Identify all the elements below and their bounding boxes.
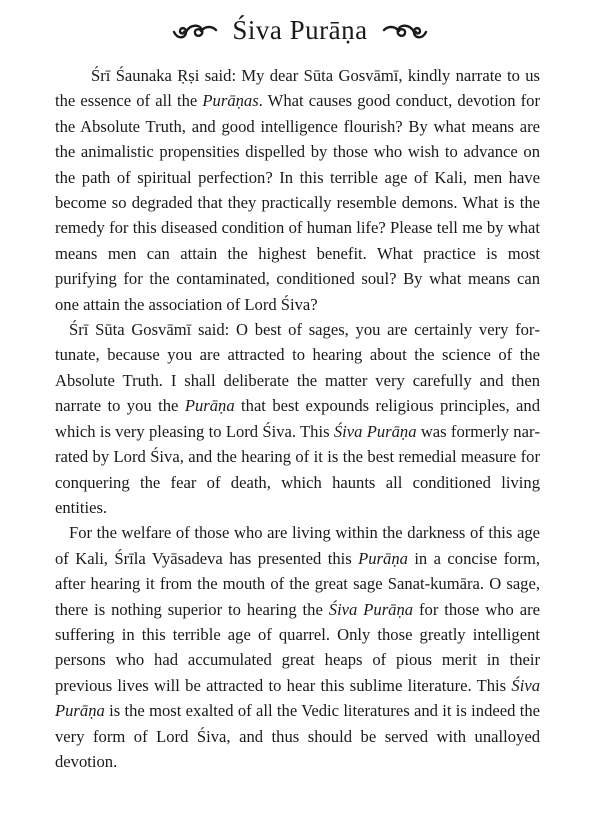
text-segment: is the most exalted of all the Vedic literatures and it is indeed the very form of Lord Śiva, and thus should be served with unalloyed devotion. (55, 701, 540, 771)
text-segment: . What causes good conduct, devotion for the Absolute Truth, and good intelligence flourish? By what means are the animalistic propensities dispelled by those who wish to advance on the path of spiritual perfection? In this terrible age of Kali, men have become so degraded that they practically resemble demons. What is the remedy for this diseased condition of human life? Please tell me by what means men can attain the highest benefit. What practice is most purifying for the contaminated, conditioned soul? By what means can one attain the association of Lord Śiva? (55, 91, 540, 314)
paragraph (55, 63, 540, 317)
scroll-flourish-left-icon (172, 18, 218, 42)
italic-title-segment: Purāṇas (202, 91, 259, 111)
text-segment: Śrī Śaunaka Ṛṣi said: My dear Sūta Gosvāmī, kindly narrate to us the essence of all the (55, 66, 540, 111)
italic-title-segment: Śiva Purāṇa (55, 675, 540, 721)
paragraph (55, 317, 540, 520)
paragraph (55, 520, 540, 774)
italic-title-segment: Purāṇa (358, 548, 408, 568)
page-body (55, 63, 540, 774)
text-segment: For the welfare of those who are living within the darkness of this age of Kali, Śrīla Vyāsadeva has presented this (55, 523, 540, 568)
text-segment: that best expounds religious principles, and which is very pleasing to Lord Śiva. This (55, 396, 540, 441)
italic-title-segment: Purāṇa (184, 396, 235, 416)
italic-title-segment: Śiva Purāṇa (333, 421, 417, 441)
text-segment: for those who are suffering in this terrible age of quarrel. Only those greatly intelligent persons who had accumulated great heaps of pious merit in their previous lives will be attracted to hear this sublime literature. This (55, 599, 540, 695)
italic-title-segment: Śiva Purāṇa (328, 599, 414, 619)
text-segment: Śrī Sūta Gosvāmī said: O best of sages, you are certainly very fortunate, because you are attracted to hearing about the science of the Absolute Truth. I shall deliberate the matter very carefully and then narrate to you the (55, 320, 540, 416)
page-title: Śiva Purāṇa (232, 14, 368, 45)
text-segment: in a concise form, after hearing it from the mouth of the great sage Sanat-kumāra. O sage, there is nothing superior to hearing the (55, 548, 541, 619)
page-header (0, 10, 600, 50)
scroll-flourish-right-icon (382, 18, 428, 42)
text-segment: was formerly narrated by Lord Śiva, and the hearing of it is the best remedial measure for conquering the fear of death, which haunts all conditioned living entities. (55, 421, 541, 517)
